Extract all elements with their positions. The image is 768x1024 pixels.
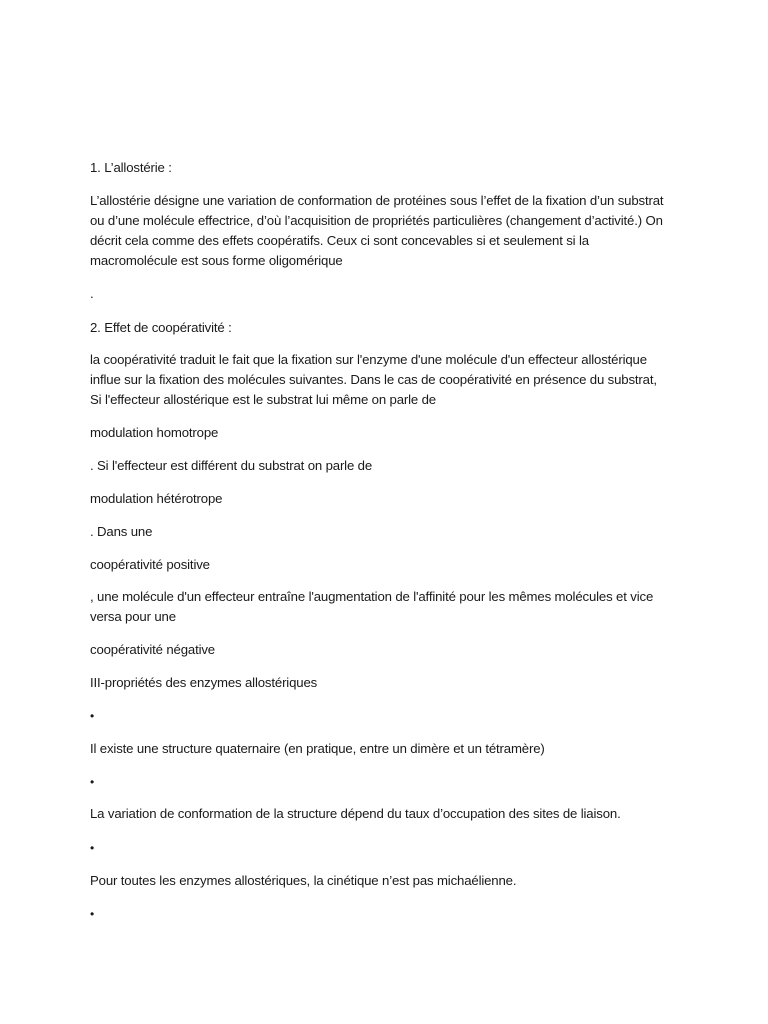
bullet-text-structure-quaternaire: Il existe une structure quaternaire (en pratique, entre un dimère et un tétramère) xyxy=(90,741,545,756)
bullet-text-variation-conformation: La variation de conformation de la structure dépend du taux d’occupation des sites de liaison. xyxy=(90,806,621,821)
paragraph-dot: . xyxy=(90,286,94,301)
section-heading-cooperativite: 2. Effet de coopérativité : xyxy=(90,320,232,335)
paragraph-effecteur-different: . Si l'effecteur est différent du substrat on parle de xyxy=(90,458,373,473)
section-heading-proprietes: III-propriétés des enzymes allostériques xyxy=(90,675,318,690)
bullet-marker: • xyxy=(90,907,95,921)
term-modulation-heterotrope: modulation hétérotrope xyxy=(90,491,223,506)
term-cooperativite-negative: coopérativité négative xyxy=(90,642,215,657)
paragraph-une-molecule: , une molécule d'un effecteur entraîne l'augmentation de l'affinité pour les mêmes molécules et vice versa pour une xyxy=(90,589,654,624)
bullet-text-cinetique: Pour toutes les enzymes allostériques, la cinétique n’est pas michaélienne. xyxy=(90,873,517,888)
section-heading-allosterie: 1. L’allostérie : xyxy=(90,160,172,175)
paragraph-dans-une: . Dans une xyxy=(90,524,153,539)
bullet-marker: • xyxy=(90,841,95,855)
paragraph-cooperativite: la coopérativité traduit le fait que la fixation sur l'enzyme d'une molécule d'un effecteur allostérique influe sur la fixation des molécules suivantes. Dans le cas de coopérativité en présence du substrat, Si l'effecteur allostérique est le substrat lui même on parle de xyxy=(90,352,657,407)
bullet-marker: • xyxy=(90,709,95,723)
bullet-marker: • xyxy=(90,775,95,789)
paragraph-allosterie-definition: L’allostérie désigne une variation de conformation de protéines sous l’effet de la fixation d’un substrat ou d’une molécule effectrice, d’où l’acquisition de propriétés particulières (changement d’activité.) On décrit cela comme des effets coopératifs. Ceux ci sont concevables si et seulement si la macromolécule est sous forme oligomérique xyxy=(90,193,664,268)
term-modulation-homotrope: modulation homotrope xyxy=(90,425,219,440)
term-cooperativite-positive: coopérativité positive xyxy=(90,557,210,572)
